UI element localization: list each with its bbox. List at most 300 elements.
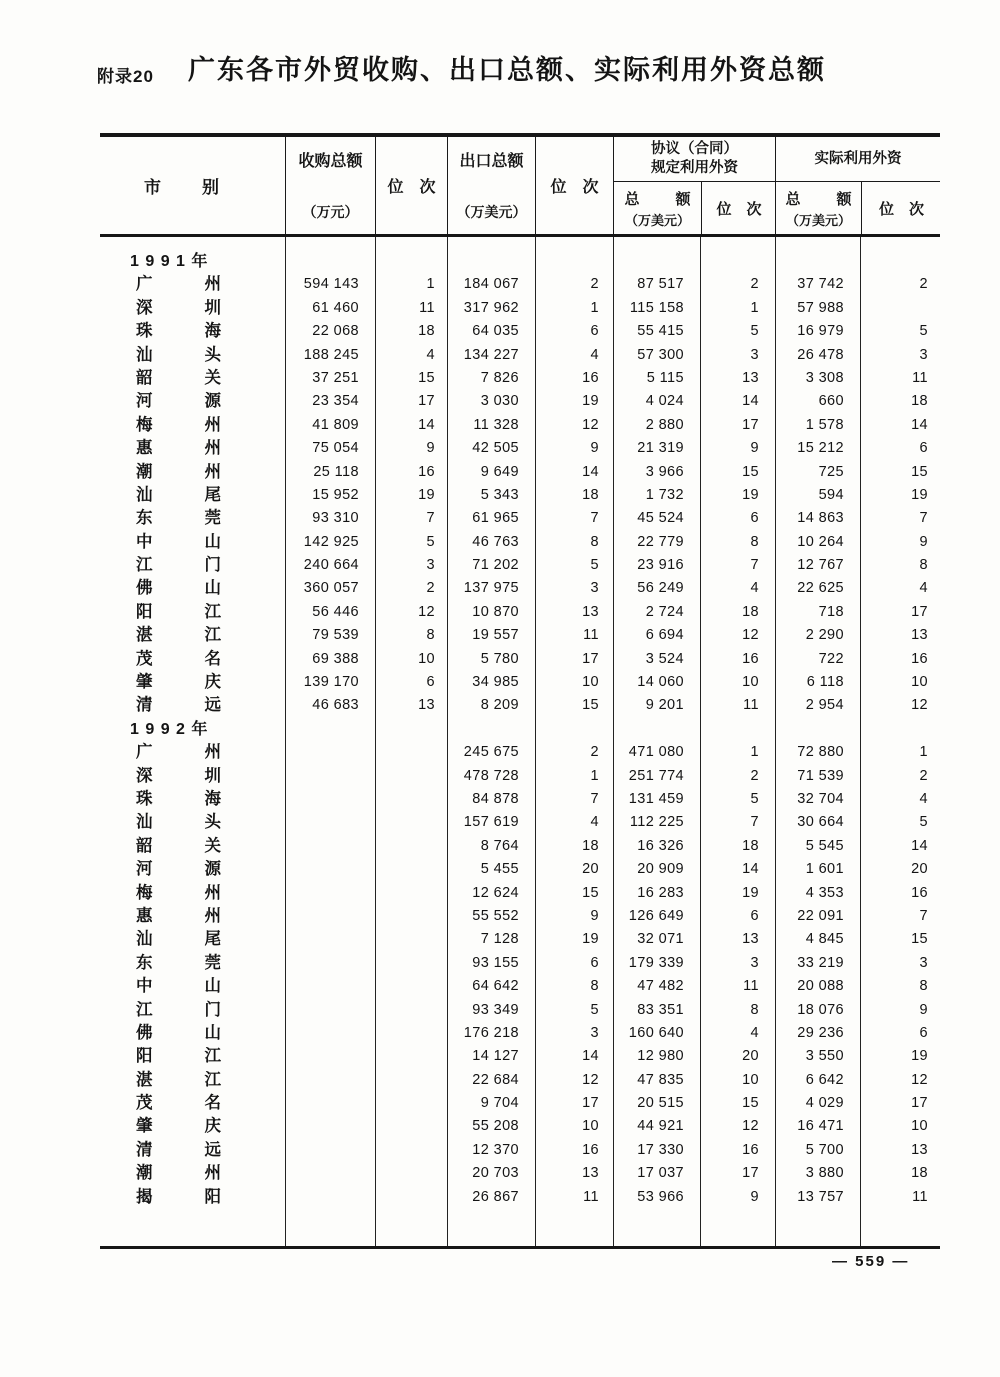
actual-rank-value: 10 [911,1118,928,1135]
contracted-value: 56 249 [637,580,684,597]
city-data-row [100,858,940,881]
city-data-row [100,484,940,507]
export-value: 19 557 [472,627,519,644]
purchase-value [285,1092,375,1115]
purchase-value: 56 446 [312,603,359,620]
city-name: 河 源 [136,860,221,879]
page-title: 广东各市外贸收购、出口总额、实际利用外资总额 [188,55,826,85]
contracted-value: 45 524 [637,510,684,527]
contracted-rank-value: 5 [750,323,759,340]
actual-rank-value: 9 [919,533,928,550]
contracted-rank-value: 17 [742,416,759,433]
city-name: 江 门 [136,1000,221,1019]
actual-rank-value: 3 [919,346,928,363]
actual-rank-value: 2 [919,767,928,784]
export-value: 61 965 [472,510,519,527]
city-name: 中 山 [136,532,221,551]
actual-value: 29 236 [797,1024,844,1041]
column-divider [375,237,376,1246]
export-rank-value: 15 [582,884,599,901]
export-rank-value: 3 [590,1024,599,1041]
export-value: 8 209 [480,697,519,714]
contracted-rank-value: 20 [742,1048,759,1065]
purchase-value [285,999,375,1022]
city-data-row [100,1186,940,1209]
contracted-value: 131 459 [628,790,684,807]
city-name: 肇 庆 [136,1117,221,1136]
contracted-value: 57 300 [637,346,684,363]
contracted-value: 115 158 [629,299,684,316]
city-name: 梅 州 [136,883,221,902]
city-name: 潮 州 [136,1164,221,1183]
purchase-rank-value [375,1022,447,1045]
purchase-rank-value [375,952,447,975]
city-name: 汕 尾 [136,930,221,949]
city-data-row [100,648,940,671]
export-rank-value: 1 [590,767,599,784]
city-name: 汕 尾 [136,485,221,504]
header-actual-group [775,137,940,234]
purchase-rank-value: 18 [418,323,435,340]
contracted-rank-value: 3 [750,954,759,971]
purchase-value [285,858,375,881]
purchase-rank-value [375,1069,447,1092]
city-name: 清 远 [136,1140,221,1159]
export-value: 11 328 [473,416,519,433]
year-section-row [100,250,940,273]
city-data-row [100,765,940,788]
actual-value: 6 118 [806,674,844,691]
purchase-value: 188 245 [303,346,359,363]
export-rank-value: 17 [582,1095,599,1112]
purchase-rank-value: 10 [418,650,435,667]
export-rank-value: 17 [582,650,599,667]
actual-value: 13 757 [797,1188,844,1205]
export-value: 64 035 [472,323,519,340]
export-value: 8 764 [480,837,519,854]
actual-value: 725 [818,463,844,480]
city-data-row [100,437,940,460]
contracted-value: 2 724 [645,603,684,620]
actual-rank-value: 6 [919,440,928,457]
city-name: 肇 庆 [136,673,221,692]
purchase-value: 69 388 [312,650,359,667]
actual-rank-value: 8 [919,557,928,574]
purchase-value: 139 170 [303,674,359,691]
actual-value: 2 954 [805,697,844,714]
actual-value: 3 880 [805,1165,844,1182]
actual-rank-value: 19 [911,486,928,503]
city-data-row [100,741,940,764]
contracted-rank-value: 15 [742,463,759,480]
export-rank-value: 14 [582,1048,599,1065]
purchase-value: 360 057 [303,580,359,597]
actual-rank-value: 17 [911,1095,928,1112]
city-data-row [100,624,940,647]
contracted-rank-value: 12 [742,1118,759,1135]
header-actual-title: 实际利用外资 [776,137,940,182]
actual-rank-value: 5 [919,814,928,831]
contracted-value: 160 640 [628,1024,684,1041]
contracted-rank-value: 8 [750,1001,759,1018]
actual-rank-value: 3 [919,954,928,971]
purchase-rank-value [375,1115,447,1138]
purchase-rank-value: 12 [418,603,435,620]
city-data-row [100,811,940,834]
page-number: — 559 — [832,1253,910,1270]
contracted-value: 20 909 [637,861,684,878]
export-rank-value: 11 [583,627,599,644]
export-value: 7 128 [480,931,519,948]
city-name: 深 圳 [136,298,221,317]
header-purchase-rank: 位 次 [375,137,447,234]
contracted-rank-value: 12 [742,627,759,644]
actual-rank-value: 18 [911,393,928,410]
city-name: 汕 头 [136,813,221,832]
export-rank-value: 8 [590,533,599,550]
header-contracted-group [613,137,775,234]
actual-rank-value: 15 [911,463,928,480]
contracted-rank-value: 14 [742,393,759,410]
contracted-value: 17 037 [637,1165,684,1182]
statistics-table [100,133,940,1249]
purchase-value [285,1045,375,1068]
contracted-value: 44 921 [637,1118,684,1135]
contracted-value: 4 024 [645,393,684,410]
contracted-rank-value: 2 [750,276,759,293]
contracted-rank-value: 3 [750,346,759,363]
header-actual-rank: 位 次 [861,182,941,234]
contracted-rank-value: 17 [742,1165,759,1182]
actual-value: 1 578 [805,416,844,433]
header-contracted-title: 协议（合同） 规定利用外资 [614,137,775,182]
contracted-rank-value: 7 [750,557,759,574]
header-city [100,137,285,234]
purchase-value: 61 460 [312,299,359,316]
contracted-rank-value: 1 [750,299,759,316]
purchase-rank-value: 11 [419,299,435,316]
purchase-value [285,765,375,788]
contracted-value: 6 694 [645,627,684,644]
export-value: 93 349 [472,1001,519,1018]
actual-value: 5 700 [805,1141,844,1158]
export-rank-value: 6 [590,323,599,340]
actual-value: 3 308 [805,369,844,386]
actual-rank-value: 12 [911,1071,928,1088]
city-name: 清 远 [136,696,221,715]
export-rank-value: 18 [582,837,599,854]
contracted-value: 22 779 [637,533,684,550]
actual-value: 32 704 [797,790,844,807]
city-data-row [100,554,940,577]
city-data-row [100,461,940,484]
contracted-rank-value: 10 [742,1071,759,1088]
actual-rank-value [860,297,940,320]
actual-value: 33 219 [797,954,844,971]
city-name: 梅 州 [136,415,221,434]
purchase-rank-value: 2 [426,580,435,597]
contracted-rank-value: 19 [742,486,759,503]
city-name: 佛 山 [136,1023,221,1042]
purchase-rank-value [375,882,447,905]
contracted-value: 112 225 [629,814,684,831]
contracted-value: 21 319 [637,440,684,457]
actual-rank-value: 4 [919,580,928,597]
contracted-rank-value: 2 [750,767,759,784]
city-data-row [100,1045,940,1068]
purchase-value: 93 310 [312,510,359,527]
export-rank-value: 2 [590,276,599,293]
actual-rank-value: 10 [911,674,928,691]
purchase-value [285,741,375,764]
purchase-rank-value: 1 [426,276,435,293]
city-name: 广 州 [136,275,221,294]
contracted-value: 12 980 [637,1048,684,1065]
city-name: 江 门 [136,556,221,575]
city-data-row [100,390,940,413]
export-rank-value: 3 [590,580,599,597]
header-city-char2: 别 [202,178,219,197]
purchase-value [285,1069,375,1092]
city-data-row [100,1092,940,1115]
export-value: 12 624 [472,884,519,901]
purchase-rank-value [375,765,447,788]
year-label: 1 9 9 1 年 [130,253,209,270]
export-value: 14 127 [472,1048,519,1065]
actual-value: 30 664 [797,814,844,831]
purchase-value: 37 251 [312,369,359,386]
purchase-value [285,1115,375,1138]
city-data-row [100,297,940,320]
purchase-value: 41 809 [312,416,359,433]
header-export-rank: 位 次 [535,137,613,234]
city-name: 揭 阳 [136,1187,221,1206]
export-rank-value: 12 [582,1071,599,1088]
export-value: 9 704 [480,1095,519,1112]
export-rank-value: 7 [590,510,599,527]
actual-rank-value: 6 [919,1024,928,1041]
actual-rank-value: 16 [911,650,928,667]
contracted-rank-value: 11 [743,978,759,995]
export-value: 55 208 [472,1118,519,1135]
actual-value: 57 988 [797,299,844,316]
contracted-value: 53 966 [637,1188,684,1205]
header-purchase-total: 收购总额 （万元） [285,137,375,234]
actual-value: 18 076 [797,1001,844,1018]
export-rank-value: 16 [582,1141,599,1158]
actual-value: 1 601 [805,861,844,878]
contracted-value: 17 330 [637,1141,684,1158]
contracted-rank-value: 7 [750,814,759,831]
export-value: 84 878 [472,790,519,807]
purchase-rank-value [375,1162,447,1185]
export-rank-value: 7 [590,790,599,807]
contracted-value: 3 966 [645,463,684,480]
actual-value: 71 539 [797,767,844,784]
purchase-value [285,1139,375,1162]
purchase-value: 79 539 [312,627,359,644]
contracted-rank-value: 18 [742,603,759,620]
export-value: 12 370 [472,1141,519,1158]
export-value: 317 962 [463,299,519,316]
contracted-rank-value: 13 [742,931,759,948]
export-value: 9 649 [480,463,519,480]
city-name: 阳 江 [136,1047,221,1066]
actual-value: 718 [818,603,844,620]
city-data-row [100,999,940,1022]
export-rank-value: 16 [582,369,599,386]
contracted-value: 87 517 [637,276,684,293]
purchase-value [285,1162,375,1185]
column-divider [700,237,701,1246]
purchase-rank-value: 15 [418,369,435,386]
export-value: 71 202 [472,557,519,574]
column-divider [775,237,776,1246]
city-name: 广 州 [136,743,221,762]
purchase-value: 240 664 [303,557,359,574]
city-data-row [100,671,940,694]
contracted-value: 32 071 [637,931,684,948]
appendix-tag: 附录20 [97,67,154,86]
city-data-row [100,577,940,600]
export-rank-value: 8 [590,978,599,995]
city-data-row [100,344,940,367]
actual-rank-value: 7 [919,907,928,924]
export-rank-value: 4 [590,814,599,831]
export-value: 22 684 [472,1071,519,1088]
purchase-rank-value: 9 [426,440,435,457]
contracted-value: 9 201 [645,697,684,714]
contracted-rank-value: 4 [750,580,759,597]
city-name: 茂 名 [136,649,221,668]
purchase-value [285,811,375,834]
purchase-rank-value [375,928,447,951]
purchase-rank-value [375,999,447,1022]
contracted-rank-value: 14 [742,861,759,878]
city-data-row [100,273,940,296]
header-contracted-amount: 总 额 （万美元） [624,190,691,228]
city-data-row [100,788,940,811]
purchase-rank-value: 13 [418,697,435,714]
purchase-rank-value [375,1139,447,1162]
export-rank-value: 19 [582,931,599,948]
purchase-rank-value: 8 [426,627,435,644]
purchase-rank-value [375,811,447,834]
actual-rank-value: 11 [912,1188,928,1205]
export-rank-value: 15 [582,697,599,714]
city-name: 东 莞 [136,953,221,972]
export-value: 137 975 [463,580,519,597]
city-name: 中 山 [136,977,221,996]
contracted-value: 179 339 [628,954,684,971]
city-data-row [100,507,940,530]
export-value: 245 675 [463,744,519,761]
export-value: 5 343 [480,486,519,503]
purchase-value [285,905,375,928]
contracted-value: 20 515 [637,1095,684,1112]
contracted-value: 83 351 [637,1001,684,1018]
actual-value: 20 088 [797,978,844,995]
export-rank-value: 14 [582,463,599,480]
export-value: 55 552 [472,907,519,924]
contracted-rank-value: 8 [750,533,759,550]
city-name: 潮 州 [136,462,221,481]
export-rank-value: 9 [590,440,599,457]
city-data-row [100,1139,940,1162]
actual-rank-value: 12 [911,697,928,714]
contracted-value: 47 482 [637,978,684,995]
actual-rank-value: 14 [911,416,928,433]
header-export-total: 出口总额 （万美元） [447,137,535,234]
contracted-rank-value: 11 [743,697,759,714]
city-data-row [100,975,940,998]
export-value: 184 067 [463,276,519,293]
contracted-rank-value: 4 [750,1024,759,1041]
purchase-value [285,835,375,858]
actual-rank-value: 13 [911,1141,928,1158]
purchase-rank-value: 19 [418,486,435,503]
purchase-rank-value [375,788,447,811]
actual-rank-value: 16 [911,884,928,901]
export-value: 134 227 [463,346,519,363]
purchase-value: 46 683 [312,697,359,714]
export-value: 93 155 [472,954,519,971]
export-rank-value: 18 [582,486,599,503]
export-rank-value: 13 [582,603,599,620]
purchase-rank-value [375,1092,447,1115]
city-name: 深 圳 [136,766,221,785]
city-name: 韶 关 [136,836,221,855]
column-divider [613,237,614,1246]
city-data-row [100,694,940,717]
export-value: 26 867 [472,1188,519,1205]
city-name: 河 源 [136,392,221,411]
export-value: 5 455 [480,861,519,878]
purchase-value: 22 068 [312,323,359,340]
contracted-value: 23 916 [637,557,684,574]
city-data-row [100,601,940,624]
actual-value: 3 550 [805,1048,844,1065]
actual-value: 72 880 [797,744,844,761]
city-data-row [100,531,940,554]
city-data-row [100,882,940,905]
city-data-row [100,905,940,928]
purchase-rank-value [375,741,447,764]
export-rank-value: 20 [582,861,599,878]
contracted-rank-value: 6 [750,907,759,924]
actual-rank-value: 20 [911,861,928,878]
actual-value: 37 742 [797,276,844,293]
export-value: 42 505 [472,440,519,457]
contracted-rank-value: 13 [742,369,759,386]
contracted-rank-value: 10 [742,674,759,691]
contracted-value: 126 649 [628,907,684,924]
contracted-rank-value: 19 [742,884,759,901]
export-rank-value: 1 [590,299,599,316]
actual-value: 12 767 [797,557,844,574]
column-divider [860,237,861,1246]
column-divider [447,237,448,1246]
contracted-rank-value: 1 [750,744,759,761]
purchase-rank-value [375,905,447,928]
purchase-rank-value: 3 [426,557,435,574]
contracted-value: 1 732 [645,486,684,503]
column-divider [535,237,536,1246]
header-city-char1: 市 [144,178,161,197]
header-actual-amount: 总 额 （万美元） [785,190,852,228]
actual-rank-value: 4 [919,790,928,807]
contracted-rank-value: 9 [750,1188,759,1205]
